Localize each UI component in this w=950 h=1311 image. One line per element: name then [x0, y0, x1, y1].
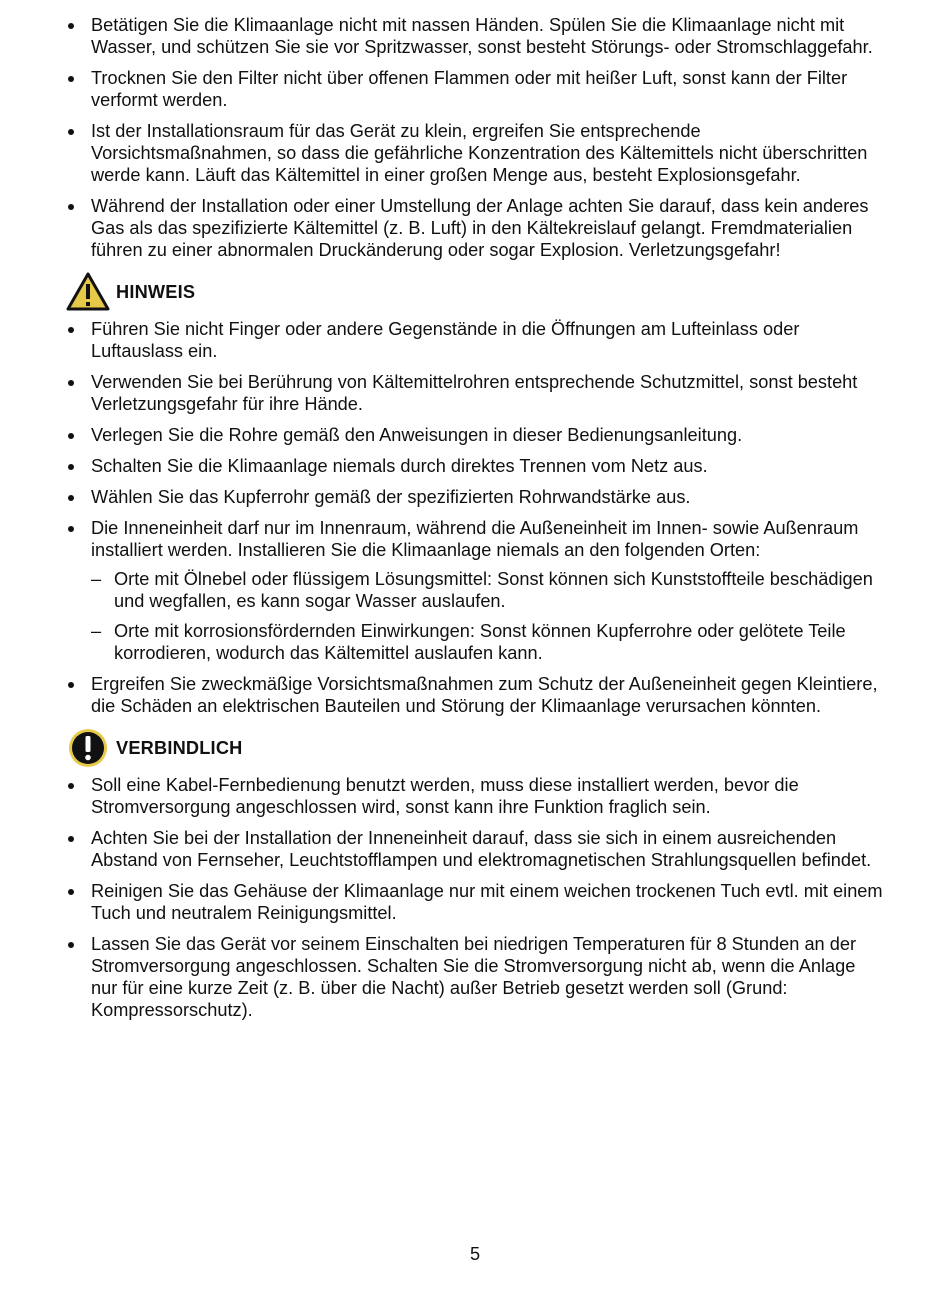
list-item: [64, 880, 884, 924]
list-item: [64, 195, 884, 261]
bullet-dot: [68, 495, 74, 501]
bullet-dot: [68, 380, 74, 386]
warning-triangle-icon: [66, 271, 110, 313]
sub-list-item: [91, 568, 884, 612]
sub-list: [91, 568, 884, 664]
list-item-text: Soll eine Kabel-Fernbedienung benutzt werden, muss diese installiert werden, bevor die Stromversorgung angeschlossen wird, sonst kann ihre Funktion fraglich sein.: [91, 775, 799, 817]
list-item-text: Während der Installation oder einer Umstellung der Anlage achten Sie darauf, dass kein anderes Gas als das spezifizierte Kältemittel (z. B. Luft) in den Kältekreislauf gelangt. Fremdmaterialien führen zu einer abnormalen Druckänderung oder sogar Explosion. Verletzungsgefahr!: [91, 196, 869, 260]
list-item: [64, 933, 884, 1021]
hinweis-heading: [66, 270, 884, 314]
page-content: [64, 14, 884, 1030]
list-item-text: Schalten Sie die Klimaanlage niemals durch direktes Trennen vom Netz aus.: [91, 456, 708, 476]
bullet-dot: [68, 327, 74, 333]
list-item-text: Betätigen Sie die Klimaanlage nicht mit nassen Händen. Spülen Sie die Klimaanlage nicht mit Wasser, und schützen Sie sie vor Spritzwasser, sonst besteht Störungs- oder Stromschlaggefahr.: [91, 15, 873, 57]
verbindlich-title: VERBINDLICH: [116, 738, 243, 758]
bullet-dot: [68, 23, 74, 29]
page-number: 5: [469, 1244, 481, 1264]
verbindlich-heading: [66, 726, 884, 770]
bullet-dot: [68, 836, 74, 842]
sub-list-item: [91, 620, 884, 664]
list-item-text: Die Inneneinheit darf nur im Innenraum, während die Außeneinheit im Innen- sowie Außenraum installiert werden. Installieren Sie die Klimaanlage niemals an den folgenden Orten:: [91, 518, 859, 560]
dash-marker: –: [91, 621, 102, 641]
list-item: [64, 827, 884, 871]
hinweis-title: HINWEIS: [116, 282, 196, 302]
list-item: [64, 14, 884, 58]
list-item: [64, 486, 884, 508]
list-item: [64, 424, 884, 446]
dash-marker: –: [91, 569, 102, 589]
list-item-text: Ergreifen Sie zweckmäßige Vorsichtsmaßnahmen zum Schutz der Außeneinheit gegen Kleintiere, die Schäden an elektrischen Bauteilen und Störung der Klimaanlage verursachen könnten.: [91, 674, 878, 716]
exclamation-circle-icon: [66, 727, 110, 769]
bullet-dot: [68, 889, 74, 895]
bullet-dot: [68, 942, 74, 948]
list-item: [64, 120, 884, 186]
list-item-text: Wählen Sie das Kupferrohr gemäß der spezifizierten Rohrwandstärke aus.: [91, 487, 691, 507]
list-item-text: Reinigen Sie das Gehäuse der Klimaanlage nur mit einem weichen trockenen Tuch evtl. mit einem Tuch und neutralem Reinigungsmittel.: [91, 881, 883, 923]
list-item-text: Verlegen Sie die Rohre gemäß den Anweisungen in dieser Bedienungsanleitung.: [91, 425, 743, 445]
sub-list-item-text: Orte mit Ölnebel oder flüssigem Lösungsmittel: Sonst können sich Kunststoffteile beschädigen und wegfallen, es kann sogar Wasser auslaufen.: [114, 569, 873, 611]
bullet-dot: [68, 433, 74, 439]
sub-list-item-text: Orte mit korrosionsfördernden Einwirkungen: Sonst können Kupferrohre oder gelötete Teile korrodieren, wodurch das Kältemittel auslaufen kann.: [114, 621, 846, 663]
bullet-dot: [68, 464, 74, 470]
verbindlich-list: [64, 774, 884, 1021]
bullet-dot: [68, 526, 74, 532]
list-item-text: Achten Sie bei der Installation der Inneneinheit darauf, dass sie sich in einem ausreichenden Abstand von Fernseher, Leuchtstofflampen und elektromagnetischen Strahlungsquellen befindet.: [91, 828, 872, 870]
list-item-text: Lassen Sie das Gerät vor seinem Einschalten bei niedrigen Temperaturen für 8 Stunden an der Stromversorgung angeschlossen. Schalten Sie die Stromversorgung nicht ab, wenn die Anlage nur für eine kurze Zeit (z. B. über die Nacht) außer Betrieb gesetzt werden soll (Grund: Kompressorschutz).: [91, 934, 857, 1020]
list-item-text: Trocknen Sie den Filter nicht über offenen Flammen oder mit heißer Luft, sonst kann der Filter verformt werden.: [91, 68, 848, 110]
list-item-text: Verwenden Sie bei Berührung von Kältemittelrohren entsprechende Schutzmittel, sonst besteht Verletzungsgefahr für ihre Hände.: [91, 372, 858, 414]
list-item: [64, 371, 884, 415]
bullet-dot: [68, 204, 74, 210]
hinweis-list: [64, 318, 884, 717]
list-item: [64, 67, 884, 111]
bullet-dot: [68, 783, 74, 789]
list-item: [64, 673, 884, 717]
list-item: [64, 774, 884, 818]
list-item: [64, 455, 884, 477]
bullet-dot: [68, 76, 74, 82]
bullet-dot: [68, 682, 74, 688]
warning-list: [64, 14, 884, 261]
list-item: [64, 517, 884, 664]
list-item-text: Ist der Installationsraum für das Gerät zu klein, ergreifen Sie entsprechende Vorsichtsmaßnahmen, so dass die gefährliche Konzentration des Kältemittels nicht überschritten werde kann. Läuft das Kältemittel in einer großen Menge aus, besteht Explosionsgefahr.: [91, 121, 868, 185]
bullet-dot: [68, 129, 74, 135]
list-item-text: Führen Sie nicht Finger oder andere Gegenstände in die Öffnungen am Lufteinlass oder Luftauslass ein.: [91, 319, 800, 361]
list-item: [64, 318, 884, 362]
